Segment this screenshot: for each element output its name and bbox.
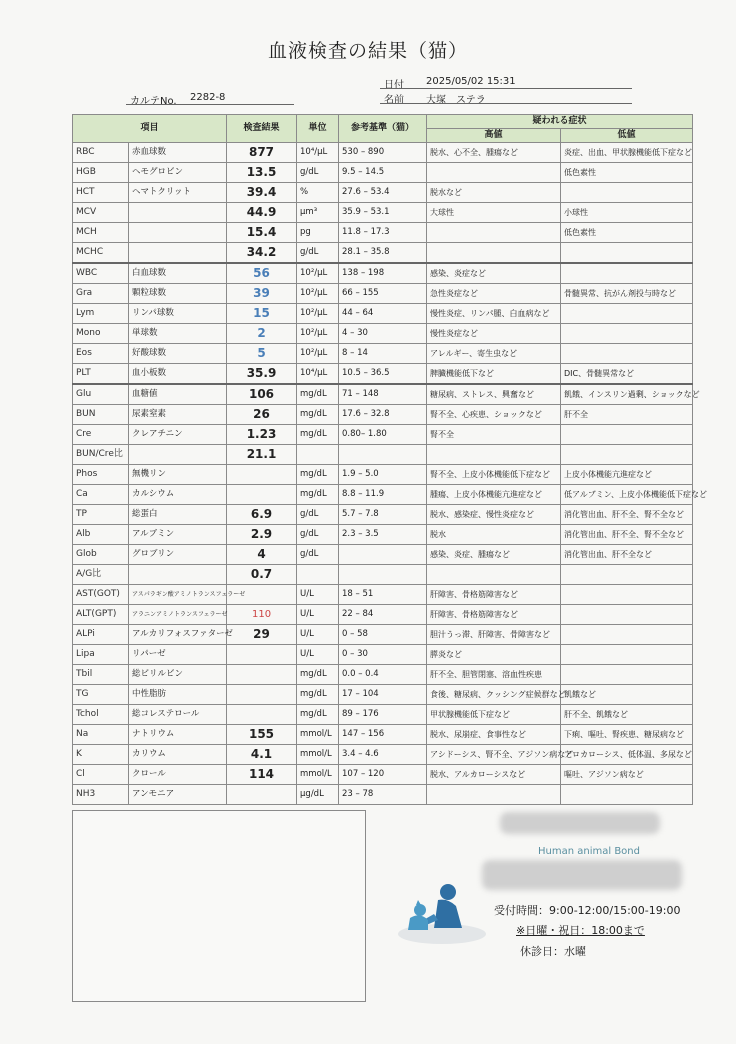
row-high-symptoms: 膵炎など <box>427 645 561 665</box>
row-low-symptoms <box>561 565 693 585</box>
row-unit: g/dL <box>297 243 339 264</box>
row-name: 総蛋白 <box>129 505 227 525</box>
row-high-symptoms: 腎不全 <box>427 425 561 445</box>
row-low-symptoms: 低アルブミン、上皮小体機能低下症など <box>561 485 693 505</box>
row-high-symptoms: アレルギー、寄生虫など <box>427 344 561 364</box>
row-high-symptoms <box>427 785 561 805</box>
row-name: クレアチニン <box>129 425 227 445</box>
row-unit: g/dL <box>297 525 339 545</box>
table-row <box>73 163 693 183</box>
row-name: アルカリフォスファターゼ <box>129 625 227 645</box>
row-value <box>227 705 297 725</box>
row-unit: mg/dL <box>297 685 339 705</box>
row-reference: 1.9 – 5.0 <box>339 465 427 485</box>
row-reference <box>339 545 427 565</box>
row-code: TG <box>73 685 129 705</box>
row-high-symptoms: 脱水、心不全、腫瘍など <box>427 143 561 163</box>
row-high-symptoms: 感染、炎症など <box>427 263 561 284</box>
row-unit: 10⁴/μL <box>297 364 339 385</box>
table-row <box>73 485 693 505</box>
redacted-address <box>482 860 682 890</box>
table-row <box>73 525 693 545</box>
row-reference: 3.4 – 4.6 <box>339 745 427 765</box>
row-name <box>129 223 227 243</box>
row-high-symptoms <box>427 163 561 183</box>
row-low-symptoms: 飢餓など <box>561 685 693 705</box>
table-row <box>73 304 693 324</box>
row-high-symptoms: 食後、糖尿病、クッシング症候群など <box>427 685 561 705</box>
row-high-symptoms: 甲状腺機能低下症など <box>427 705 561 725</box>
row-unit: 10²/μL <box>297 284 339 304</box>
row-name: 無機リン <box>129 465 227 485</box>
row-value: 155 <box>227 725 297 745</box>
row-value: 0.7 <box>227 565 297 585</box>
row-high-symptoms: 腎不全、心疾患、ショックなど <box>427 405 561 425</box>
row-high-symptoms: 腫瘍、上皮小体機能亢進症など <box>427 485 561 505</box>
row-value: 5 <box>227 344 297 364</box>
row-reference: 107 – 120 <box>339 765 427 785</box>
table-row <box>73 785 693 805</box>
row-name: ヘモグロビン <box>129 163 227 183</box>
clinic-hours: 受付時間：9:00-12:00/15:00-19:00 <box>494 904 681 917</box>
row-high-symptoms: 脱水、アルカローシスなど <box>427 765 561 785</box>
row-unit: g/dL <box>297 545 339 565</box>
row-code: Gra <box>73 284 129 304</box>
row-name <box>129 565 227 585</box>
row-code: Mono <box>73 324 129 344</box>
row-name <box>129 243 227 264</box>
row-low-symptoms: 嘔吐、アジソン病など <box>561 765 693 785</box>
table-row <box>73 745 693 765</box>
table-row <box>73 665 693 685</box>
row-name: 顆粒球数 <box>129 284 227 304</box>
header-unit: 単位 <box>297 115 339 143</box>
row-low-symptoms <box>561 324 693 344</box>
row-value <box>227 785 297 805</box>
row-reference: 17.6 – 32.8 <box>339 405 427 425</box>
clinic-logo-icon <box>390 870 486 950</box>
results-table <box>72 114 708 805</box>
row-low-symptoms <box>561 625 693 645</box>
row-reference: 66 – 155 <box>339 284 427 304</box>
row-unit: U/L <box>297 645 339 665</box>
row-reference: 10.5 – 36.5 <box>339 364 427 385</box>
table-row <box>73 705 693 725</box>
row-low-symptoms <box>561 445 693 465</box>
row-name: ヘマトクリット <box>129 183 227 203</box>
header-reference: 参考基準（猫） <box>339 115 427 143</box>
row-reference: 22 – 84 <box>339 605 427 625</box>
clinic-closed-day: 休診日：水曜 <box>520 945 586 958</box>
row-name: 白血球数 <box>129 263 227 284</box>
row-unit: mg/dL <box>297 384 339 405</box>
row-name: アスパラギン酸アミノトランスフェラーゼ <box>129 585 227 605</box>
row-code: AST(GOT) <box>73 585 129 605</box>
row-high-symptoms: 脱水、尿崩症、食事性など <box>427 725 561 745</box>
row-reference <box>339 445 427 465</box>
row-value <box>227 645 297 665</box>
row-name: カリウム <box>129 745 227 765</box>
row-value: 44.9 <box>227 203 297 223</box>
row-value: 106 <box>227 384 297 405</box>
chart-no-underline <box>126 104 294 105</box>
row-high-symptoms: 慢性炎症、リンパ腫、白血病など <box>427 304 561 324</box>
row-high-symptoms: 脱水、感染症、慢性炎症など <box>427 505 561 525</box>
row-code: ALT(GPT) <box>73 605 129 625</box>
table-row <box>73 725 693 745</box>
row-code: ALPi <box>73 625 129 645</box>
row-low-symptoms: 消化管出血、肝不全など <box>561 545 693 565</box>
row-value: 39 <box>227 284 297 304</box>
row-low-symptoms: 炎症、出血、甲状腺機能低下症など <box>561 143 693 163</box>
row-name: リパーゼ <box>129 645 227 665</box>
table-row <box>73 545 693 565</box>
row-reference: 18 – 51 <box>339 585 427 605</box>
row-low-symptoms <box>561 785 693 805</box>
row-value: 2.9 <box>227 525 297 545</box>
results-body <box>73 143 708 805</box>
row-unit: U/L <box>297 585 339 605</box>
row-reference: 8.8 – 11.9 <box>339 485 427 505</box>
row-high-symptoms: 腎不全、上皮小体機能低下症など <box>427 465 561 485</box>
row-name: 中性脂肪 <box>129 685 227 705</box>
row-unit: 10²/μL <box>297 324 339 344</box>
row-unit: U/L <box>297 625 339 645</box>
row-low-symptoms <box>561 183 693 203</box>
row-code: HCT <box>73 183 129 203</box>
row-code: Alb <box>73 525 129 545</box>
row-name: リンパ球数 <box>129 304 227 324</box>
row-reference: 27.6 – 53.4 <box>339 183 427 203</box>
row-reference: 0.0 – 0.4 <box>339 665 427 685</box>
table-row <box>73 324 693 344</box>
patient-label: 名前 <box>384 95 404 106</box>
row-code: Na <box>73 725 129 745</box>
row-unit: 10²/μL <box>297 304 339 324</box>
row-value <box>227 465 297 485</box>
patient-underline <box>380 103 632 104</box>
row-high-symptoms: 脱水など <box>427 183 561 203</box>
row-reference: 17 – 104 <box>339 685 427 705</box>
row-low-symptoms: 低色素性 <box>561 223 693 243</box>
row-reference: 0 – 58 <box>339 625 427 645</box>
row-code: Lym <box>73 304 129 324</box>
row-value: 114 <box>227 765 297 785</box>
row-value: 4 <box>227 545 297 565</box>
row-code: Phos <box>73 465 129 485</box>
row-value: 877 <box>227 143 297 163</box>
row-reference: 0.80– 1.80 <box>339 425 427 445</box>
clinic-name: Human animal Bond <box>538 846 640 857</box>
row-name: 好酸球数 <box>129 344 227 364</box>
row-low-symptoms: 小球性 <box>561 203 693 223</box>
row-high-symptoms: 慢性炎症など <box>427 324 561 344</box>
row-name: ナトリウム <box>129 725 227 745</box>
row-high-symptoms: 大球性 <box>427 203 561 223</box>
row-unit: mg/dL <box>297 485 339 505</box>
table-row <box>73 585 693 605</box>
row-low-symptoms: DIC、骨髄異常など <box>561 364 693 385</box>
row-unit: U/L <box>297 605 339 625</box>
row-reference: 89 – 176 <box>339 705 427 725</box>
row-low-symptoms <box>561 585 693 605</box>
row-high-symptoms <box>427 445 561 465</box>
row-reference: 28.1 – 35.8 <box>339 243 427 264</box>
row-value: 35.9 <box>227 364 297 385</box>
row-high-symptoms <box>427 243 561 264</box>
row-low-symptoms <box>561 665 693 685</box>
row-high-symptoms: 肝障害、骨格筋障害など <box>427 585 561 605</box>
row-unit: mmol/L <box>297 745 339 765</box>
header-result: 検査結果 <box>227 115 297 143</box>
header-item: 項目 <box>73 115 227 143</box>
row-low-symptoms: 飢餓、インスリン過剰、ショックなど <box>561 384 693 405</box>
row-name: アンモニア <box>129 785 227 805</box>
row-unit: mg/dL <box>297 405 339 425</box>
row-low-symptoms: 肝不全、飢餓など <box>561 705 693 725</box>
row-unit: % <box>297 183 339 203</box>
row-code: MCH <box>73 223 129 243</box>
row-reference: 35.9 – 53.1 <box>339 203 427 223</box>
row-code: NH3 <box>73 785 129 805</box>
row-unit: μm³ <box>297 203 339 223</box>
row-name <box>129 203 227 223</box>
header-high: 高値 <box>427 129 561 143</box>
date-label: 日付 <box>384 80 404 91</box>
row-name: 総ビリルビン <box>129 665 227 685</box>
table-row <box>73 364 693 385</box>
row-unit: mg/dL <box>297 705 339 725</box>
row-code: Cl <box>73 765 129 785</box>
row-value: 21.1 <box>227 445 297 465</box>
row-name: 単球数 <box>129 324 227 344</box>
row-code: HGB <box>73 163 129 183</box>
row-unit <box>297 445 339 465</box>
table-row <box>73 284 693 304</box>
clinic-holiday-hours: ※日曜・祝日：18:00まで <box>516 924 645 937</box>
row-reference: 11.8 – 17.3 <box>339 223 427 243</box>
header-low: 低値 <box>561 129 693 143</box>
row-code: Tbil <box>73 665 129 685</box>
table-row <box>73 645 693 665</box>
row-low-symptoms <box>561 605 693 625</box>
row-value: 13.5 <box>227 163 297 183</box>
row-name: グロブリン <box>129 545 227 565</box>
row-high-symptoms <box>427 223 561 243</box>
table-row <box>73 465 693 485</box>
row-code: Cre <box>73 425 129 445</box>
row-high-symptoms: 胆汁うっ滞、肝障害、骨障害など <box>427 625 561 645</box>
row-low-symptoms <box>561 425 693 445</box>
row-unit: g/dL <box>297 163 339 183</box>
row-unit: 10²/μL <box>297 263 339 284</box>
row-low-symptoms <box>561 304 693 324</box>
row-reference: 9.5 – 14.5 <box>339 163 427 183</box>
row-code: BUN/Cre比 <box>73 445 129 465</box>
notes-box <box>72 810 366 1002</box>
row-name: 赤血球数 <box>129 143 227 163</box>
row-low-symptoms <box>561 344 693 364</box>
row-reference: 138 – 198 <box>339 263 427 284</box>
table-row <box>73 505 693 525</box>
row-name: 血小板数 <box>129 364 227 385</box>
patient-name: 大塚 ステラ <box>426 95 486 106</box>
row-unit: mmol/L <box>297 725 339 745</box>
row-reference: 8 – 14 <box>339 344 427 364</box>
row-code: MCV <box>73 203 129 223</box>
row-low-symptoms: 低色素性 <box>561 163 693 183</box>
row-high-symptoms <box>427 565 561 585</box>
date-value: 2025/05/02 15:31 <box>426 76 516 87</box>
row-reference: 44 – 64 <box>339 304 427 324</box>
redacted-area <box>500 812 660 834</box>
table-row <box>73 263 693 284</box>
row-unit: 10²/μL <box>297 344 339 364</box>
table-row <box>73 405 693 425</box>
row-name: クロール <box>129 765 227 785</box>
row-low-symptoms: 下痢、嘔吐、腎疾患、糖尿病など <box>561 725 693 745</box>
row-reference: 4 – 30 <box>339 324 427 344</box>
row-high-symptoms: アシドーシス、腎不全、アジソン病など <box>427 745 561 765</box>
row-code: K <box>73 745 129 765</box>
row-reference: 0 – 30 <box>339 645 427 665</box>
table-row <box>73 765 693 785</box>
row-high-symptoms: 急性炎症など <box>427 284 561 304</box>
row-reference: 71 – 148 <box>339 384 427 405</box>
row-unit <box>297 565 339 585</box>
row-code: PLT <box>73 364 129 385</box>
row-value: 2 <box>227 324 297 344</box>
row-code: TP <box>73 505 129 525</box>
row-name: アラニンアミノトランスフェラーゼ <box>129 605 227 625</box>
row-value: 6.9 <box>227 505 297 525</box>
row-unit: 10⁴/μL <box>297 143 339 163</box>
row-code: Glu <box>73 384 129 405</box>
row-name: アルブミン <box>129 525 227 545</box>
row-code: Eos <box>73 344 129 364</box>
row-value: 15 <box>227 304 297 324</box>
row-high-symptoms: 肝不全、胆管閉塞、溶血性疾患 <box>427 665 561 685</box>
row-name <box>129 445 227 465</box>
row-code: BUN <box>73 405 129 425</box>
row-unit: μg/dL <box>297 785 339 805</box>
row-value: 110 <box>227 605 297 625</box>
date-underline <box>380 88 632 89</box>
table-row <box>73 625 693 645</box>
row-name: 尿素窒素 <box>129 405 227 425</box>
table-row <box>73 685 693 705</box>
row-code: Glob <box>73 545 129 565</box>
table-row <box>73 384 693 405</box>
row-code: MCHC <box>73 243 129 264</box>
row-value: 1.23 <box>227 425 297 445</box>
row-value: 56 <box>227 263 297 284</box>
table-row <box>73 445 693 465</box>
row-low-symptoms: 消化管出血、肝不全、腎不全など <box>561 525 693 545</box>
table-row <box>73 425 693 445</box>
row-low-symptoms <box>561 243 693 264</box>
row-value: 34.2 <box>227 243 297 264</box>
row-code: RBC <box>73 143 129 163</box>
row-value: 4.1 <box>227 745 297 765</box>
row-high-symptoms: 糖尿病、ストレス、興奮など <box>427 384 561 405</box>
row-unit: pg <box>297 223 339 243</box>
row-value: 15.4 <box>227 223 297 243</box>
row-value <box>227 665 297 685</box>
row-low-symptoms <box>561 263 693 284</box>
row-reference: 23 – 78 <box>339 785 427 805</box>
header-symptoms: 疑われる症状 <box>427 115 693 129</box>
table-row <box>73 565 693 585</box>
row-reference <box>339 565 427 585</box>
table-row <box>73 243 693 264</box>
page-title: 血液検査の結果（猫） <box>267 40 468 62</box>
row-low-symptoms: アロカローシス、低体温、多尿など <box>561 745 693 765</box>
row-name: 総コレステロール <box>129 705 227 725</box>
row-unit: mmol/L <box>297 765 339 785</box>
row-name: 血糖値 <box>129 384 227 405</box>
row-high-symptoms: 感染、炎症、腫瘍など <box>427 545 561 565</box>
row-value <box>227 685 297 705</box>
row-high-symptoms: 肝障害、骨格筋障害など <box>427 605 561 625</box>
row-low-symptoms: 肝不全 <box>561 405 693 425</box>
row-code: Lipa <box>73 645 129 665</box>
table-row <box>73 344 693 364</box>
row-high-symptoms: 脱水 <box>427 525 561 545</box>
row-reference: 2.3 – 3.5 <box>339 525 427 545</box>
row-value: 29 <box>227 625 297 645</box>
table-row <box>73 605 693 625</box>
table-row <box>73 203 693 223</box>
table-row <box>73 223 693 243</box>
table-row <box>73 143 693 163</box>
row-reference: 530 – 890 <box>339 143 427 163</box>
chart-no-value: 2282-8 <box>190 92 226 103</box>
row-low-symptoms <box>561 645 693 665</box>
row-reference: 5.7 – 7.8 <box>339 505 427 525</box>
chart-no-label: カルテNo. <box>130 96 177 107</box>
row-code: Tchol <box>73 705 129 725</box>
row-high-symptoms: 脾臓機能低下など <box>427 364 561 385</box>
row-unit: mg/dL <box>297 665 339 685</box>
row-low-symptoms: 消化管出血、肝不全、腎不全など <box>561 505 693 525</box>
row-value: 39.4 <box>227 183 297 203</box>
row-code: A/G比 <box>73 565 129 585</box>
table-row <box>73 183 693 203</box>
row-unit: mg/dL <box>297 465 339 485</box>
row-unit: mg/dL <box>297 425 339 445</box>
row-unit: g/dL <box>297 505 339 525</box>
row-reference: 147 – 156 <box>339 725 427 745</box>
row-value: 26 <box>227 405 297 425</box>
row-name: カルシウム <box>129 485 227 505</box>
row-code: Ca <box>73 485 129 505</box>
row-low-symptoms: 骨髄異常、抗がん剤投与時など <box>561 284 693 304</box>
row-code: WBC <box>73 263 129 284</box>
row-value <box>227 485 297 505</box>
row-low-symptoms: 上皮小体機能亢進症など <box>561 465 693 485</box>
